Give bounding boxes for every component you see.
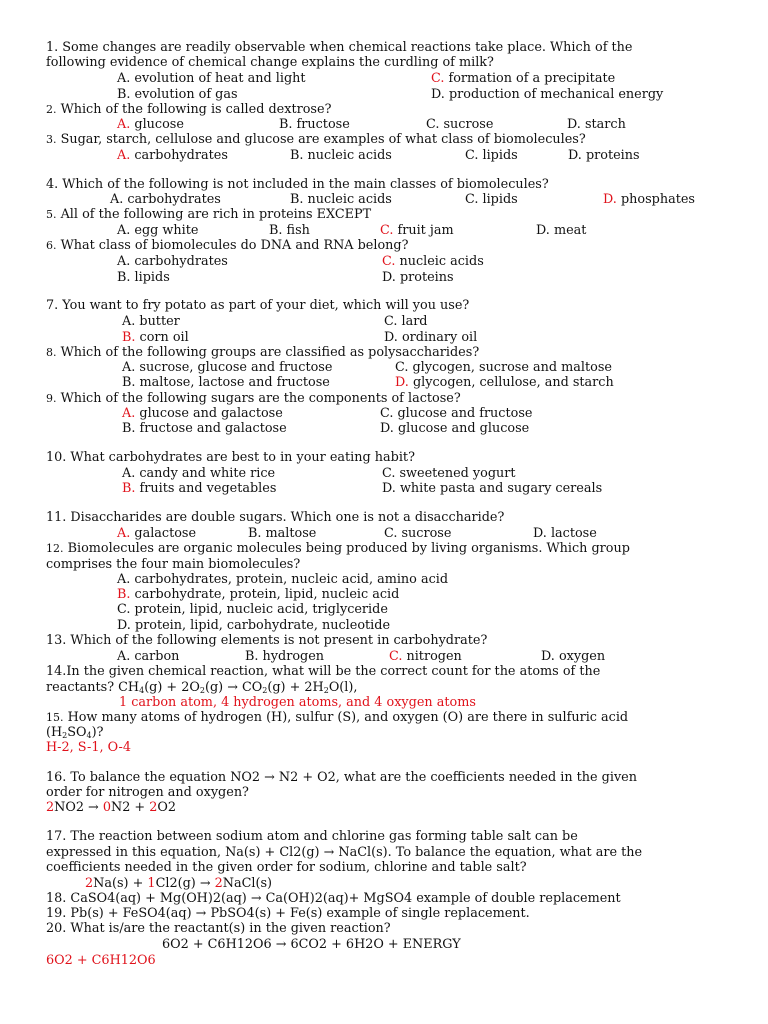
q5-option-c: C. fruit jam xyxy=(380,223,454,238)
q12-option-c: C. protein, lipid, nucleic acid, triglyceride xyxy=(117,602,388,617)
q13-option-b: B. hydrogen xyxy=(245,649,325,664)
question-15-line-2: $(H_2SO_4)$? xyxy=(46,725,104,740)
q13-option-d: D. oxygen xyxy=(541,649,606,664)
question-12-line-1: 12. Biomolecules are organic molecules being produced by living organisms. Which group xyxy=(46,541,630,556)
answer-letter: C. xyxy=(431,71,445,86)
answer-letter: D. xyxy=(395,375,409,390)
answer-letter: A. xyxy=(117,526,131,541)
q5-option-b: B. fish xyxy=(269,223,310,238)
question-17-line-1: 17. The reaction between sodium atom and chlorine gas forming table salt can be xyxy=(46,829,578,844)
q6-option-d: D. proteins xyxy=(382,270,454,285)
question-18: 18. CaSO4(aq) + Mg(OH)2(aq) → Ca(OH)2(aq)+ MgSO4 example of double replacement xyxy=(46,891,621,906)
question-7: 7. You want to fry potato as part of your diet, which will you use? xyxy=(46,298,470,313)
q4-option-a: A. carbohydrates xyxy=(110,192,221,207)
q11-option-a: A. galactose xyxy=(117,526,197,541)
answer-letter: B. xyxy=(122,330,136,345)
q1-option-b: B. evolution of gas xyxy=(117,87,238,102)
answer-letter: A. xyxy=(117,148,131,163)
q16-answer: 2NO2 → 0N2 + 2O2 xyxy=(46,800,177,815)
question-10: 10. What carbohydrates are best to in your eating habit? xyxy=(46,450,415,465)
q12-option-b: B. carbohydrate, protein, lipid, nucleic acid xyxy=(117,587,400,602)
q10-option-b: B. fruits and vegetables xyxy=(122,481,277,496)
q9-option-a: A. glucose and galactose xyxy=(122,406,283,421)
question-20: 20. What is/are the reactant(s) in the given reaction? xyxy=(46,921,391,936)
q2-option-a: A. glucose xyxy=(117,117,184,132)
q10-option-c: C. sweetened yogurt xyxy=(382,466,516,481)
question-13: 13. Which of the following elements is not present in carbohydrate? xyxy=(46,633,488,648)
answer-letter: B. xyxy=(122,481,136,496)
question-1-line-2: following evidence of chemical change explains the curdling of milk? xyxy=(46,55,494,70)
q2-option-c: C. sucrose xyxy=(426,117,494,132)
answer-letter: A. xyxy=(117,117,131,132)
answer-letter: C. xyxy=(380,223,394,238)
q13-option-c: C. nitrogen xyxy=(389,649,462,664)
q9-option-c: C. glucose and fructose xyxy=(380,406,533,421)
answer-letter: D. xyxy=(603,192,617,207)
q8-option-a: A. sucrose, glucose and fructose xyxy=(122,360,333,375)
q10-option-a: A. candy and white rice xyxy=(122,466,276,481)
q9-option-d: D. glucose and glucose xyxy=(380,421,530,436)
question-14-line-2: reactants? $CH_4(g) + 2O_2(g) \to CO_2(g) + 2H_2O(l)$, xyxy=(46,680,358,695)
q8-option-c: C. glycogen, sucrose and maltose xyxy=(395,360,612,375)
q3-option-b: B. nucleic acids xyxy=(290,148,392,163)
question-3: 3. Sugar, starch, cellulose and glucose are examples of what class of biomolecules? xyxy=(46,132,586,147)
q2-option-b: B. fructose xyxy=(279,117,350,132)
question-12-line-2: comprises the four main biomolecules? xyxy=(46,557,301,572)
q7-option-b: B. corn oil xyxy=(122,330,189,345)
q7-option-c: C. lard xyxy=(384,314,428,329)
q12-option-d: D. protein, lipid, carbohydrate, nucleotide xyxy=(117,618,391,633)
question-19: 19. Pb(s) + FeSO4(aq) → PbSO4(s) + Fe(s) example of single replacement. xyxy=(46,906,530,921)
q11-option-c: C. sucrose xyxy=(384,526,452,541)
q15-answer: H-2, S-1, O-4 xyxy=(46,740,132,755)
question-14-line-1: 14.In the given chemical reaction, what will be the correct count for the atoms of the xyxy=(46,664,601,679)
q7-option-d: D. ordinary oil xyxy=(384,330,478,345)
q8-option-d: D. glycogen, cellulose, and starch xyxy=(395,375,614,390)
q6-option-a: A. carbohydrates xyxy=(117,254,228,269)
question-4: 4. Which of the following is not included in the main classes of biomolecules? xyxy=(46,177,549,192)
question-8: 8. Which of the following groups are classified as polysaccharides? xyxy=(46,345,480,360)
answer-letter: C. xyxy=(389,649,403,664)
question-6: 6. What class of biomolecules do DNA and RNA belong? xyxy=(46,238,409,253)
question-11: 11. Disaccharides are double sugars. Which one is not a disaccharide? xyxy=(46,510,505,525)
question-2: 2. Which of the following is called dextrose? xyxy=(46,102,332,117)
answer-letter: A. xyxy=(122,406,136,421)
q8-option-b: B. maltose, lactose and fructose xyxy=(122,375,330,390)
question-15-line-1: 15. How many atoms of hydrogen (H), sulfur (S), and oxygen (O) are there in sulfuric acid xyxy=(46,710,629,725)
q13-option-a: A. carbon xyxy=(117,649,180,664)
q10-option-d: D. white pasta and sugary cereals xyxy=(382,481,603,496)
q5-option-d: D. meat xyxy=(536,223,587,238)
question-16-line-2: order for nitrogen and oxygen? xyxy=(46,785,249,800)
q3-option-a: A. carbohydrates xyxy=(117,148,228,163)
q6-option-b: B. lipids xyxy=(117,270,170,285)
q7-option-a: A. butter xyxy=(122,314,180,329)
q4-option-d: D. phosphates xyxy=(603,192,695,207)
q20-answer: 6O2 + C6H12O6 xyxy=(46,953,156,968)
answer-letter: C. xyxy=(382,254,396,269)
q6-option-c: C. nucleic acids xyxy=(382,254,484,269)
q9-option-b: B. fructose and galactose xyxy=(122,421,287,436)
q4-option-b: B. nucleic acids xyxy=(290,192,392,207)
q3-option-c: C. lipids xyxy=(465,148,518,163)
q11-option-d: D. lactose xyxy=(533,526,597,541)
q2-option-d: D. starch xyxy=(567,117,626,132)
question-9: 9. Which of the following sugars are the components of lactose? xyxy=(46,391,461,406)
q12-option-a: A. carbohydrates, protein, nucleic acid, amino acid xyxy=(117,572,449,587)
question-1-line-1: 1. Some changes are readily observable when chemical reactions take place. Which of the xyxy=(46,40,633,55)
q1-option-a: A. evolution of heat and light xyxy=(117,71,306,86)
q17-answer: 2Na(s) + 1Cl2(g) → 2NaCl(s) xyxy=(85,876,273,891)
question-16-line-1: 16. To balance the equation NO2 → N2 + O2, what are the coefficients needed in the given xyxy=(46,770,637,785)
q3-option-d: D. proteins xyxy=(568,148,640,163)
q11-option-b: B. maltose xyxy=(248,526,317,541)
question-5: 5. All of the following are rich in proteins EXCEPT xyxy=(46,207,372,222)
q1-option-d: D. production of mechanical energy xyxy=(431,87,664,102)
answer-letter: B. xyxy=(117,587,131,602)
question-17-line-2: expressed in this equation, Na(s) + Cl2(g) → NaCl(s). To balance the equation, what are the xyxy=(46,845,643,860)
question-17-line-3: coefficients needed in the given order for sodium, chlorine and table salt? xyxy=(46,860,527,875)
q1-option-c: C. formation of a precipitate xyxy=(431,71,616,86)
q4-option-c: C. lipids xyxy=(465,192,518,207)
q20-equation: 6O2 + C6H12O6 → 6CO2 + 6H2O + ENERGY xyxy=(162,937,461,952)
q14-answer: 1 carbon atom, 4 hydrogen atoms, and 4 oxygen atoms xyxy=(119,695,476,710)
q5-option-a: A. egg white xyxy=(117,223,199,238)
